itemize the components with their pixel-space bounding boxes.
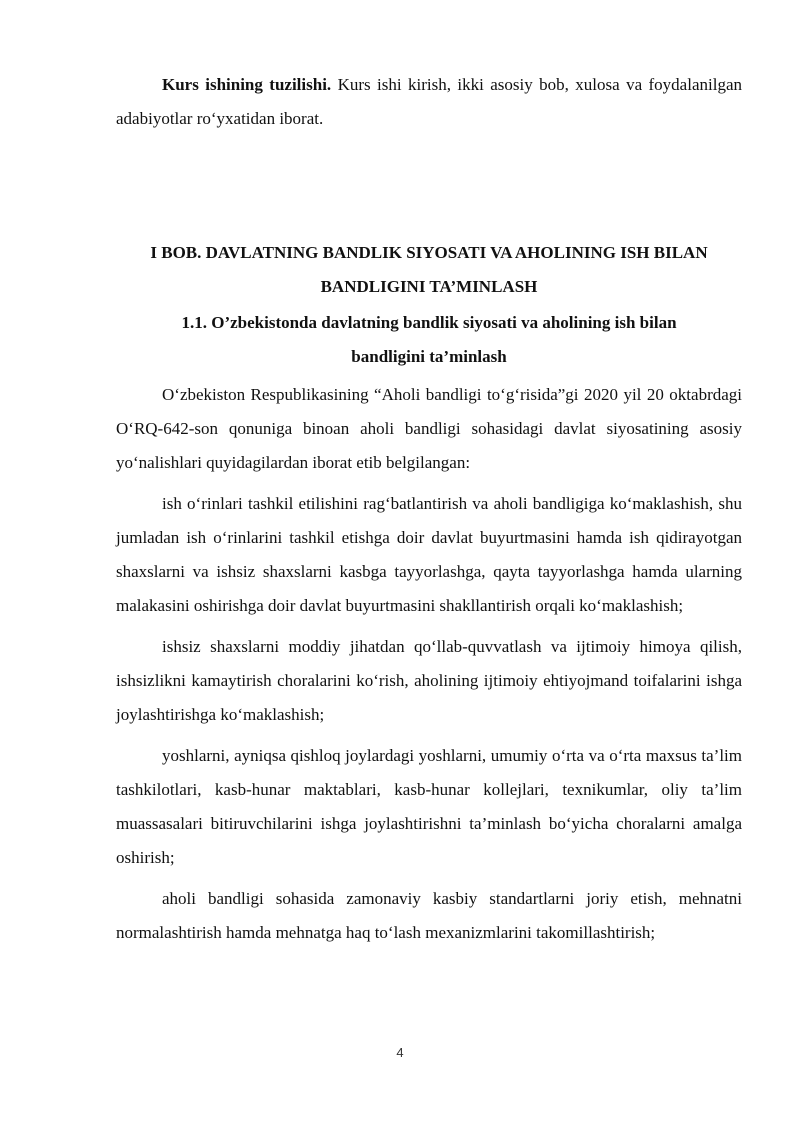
body-paragraph-4: yoshlarni, ayniqsa qishloq joylardagi yoshlarni, umumiy o‘rta va o‘rta maxsus ta’lim tashkilotlari, kasb-hunar maktablari, kasb-hunar kollejlari, texnikumlar, oliy ta’lim muassasalari bitiruvchilarini ishga joylashtirishni ta’minlash bo‘yicha choralarni amalga oshirish; xyxy=(116,746,742,867)
intro-text: Kurs ishi kirish, ikki asosiy bob, xulosa va foydalanilgan adabiyotlar ro‘yxatidan iborat. xyxy=(116,75,742,128)
section-title: 1.1. O’zbekistonda davlatning bandlik siyosati va aholining ish bilan bandligini ta’minlash xyxy=(181,313,677,366)
intro-paragraph xyxy=(116,68,742,136)
body-paragraph-5: aholi bandligi sohasida zamonaviy kasbiy standartlarni joriy etish, mehnatni normalashtirish hamda mehnatga haq to‘lash mexanizmlarini takomillashtirish; xyxy=(116,889,742,942)
page-number: 4 xyxy=(396,1045,404,1060)
body-paragraph-1: O‘zbekiston Respublikasining “Aholi bandligi to‘g‘risida”gi 2020 yil 20 oktabrdagi O‘RQ-642-son qonuniga binoan aholi bandligi sohasidagi davlat siyosatining asosiy yo‘nalishlari quyidagilardan iborat etib belgilangan: xyxy=(116,385,742,472)
body-paragraph-2: ish o‘rinlari tashkil etilishini rag‘batlantirish va aholi bandligiga ko‘maklashish, shu jumladan ish o‘rinlarini tashkil etishga doir davlat buyurtmasini hamda ish qidirayotgan shaxslarni va ishsiz shaxslarni kasbga tayyorlashga, qayta tayyorlashga hamda ularning malakasini oshirishga doir davlat buyurtmasini shakllantirish orqali ko‘maklashish; xyxy=(116,494,742,615)
document-page xyxy=(116,68,742,950)
intro-bold-lead: Kurs ishining tuzilishi. xyxy=(162,75,332,94)
chapter-title: I BOB. DAVLATNING BANDLIK SIYOSATI VA AHOLINING ISH BILAN BANDLIGINI TA’MINLASH xyxy=(150,243,708,296)
body-paragraph-3: ishsiz shaxslarni moddiy jihatdan qo‘llab-quvvatlash va ijtimoiy himoya qilish, ishsizlikni kamaytirish choralarini ko‘rish, aholining ijtimoiy ehtiyojmand toifalarini ishga joylashtirishga ko‘maklashish; xyxy=(116,637,742,724)
